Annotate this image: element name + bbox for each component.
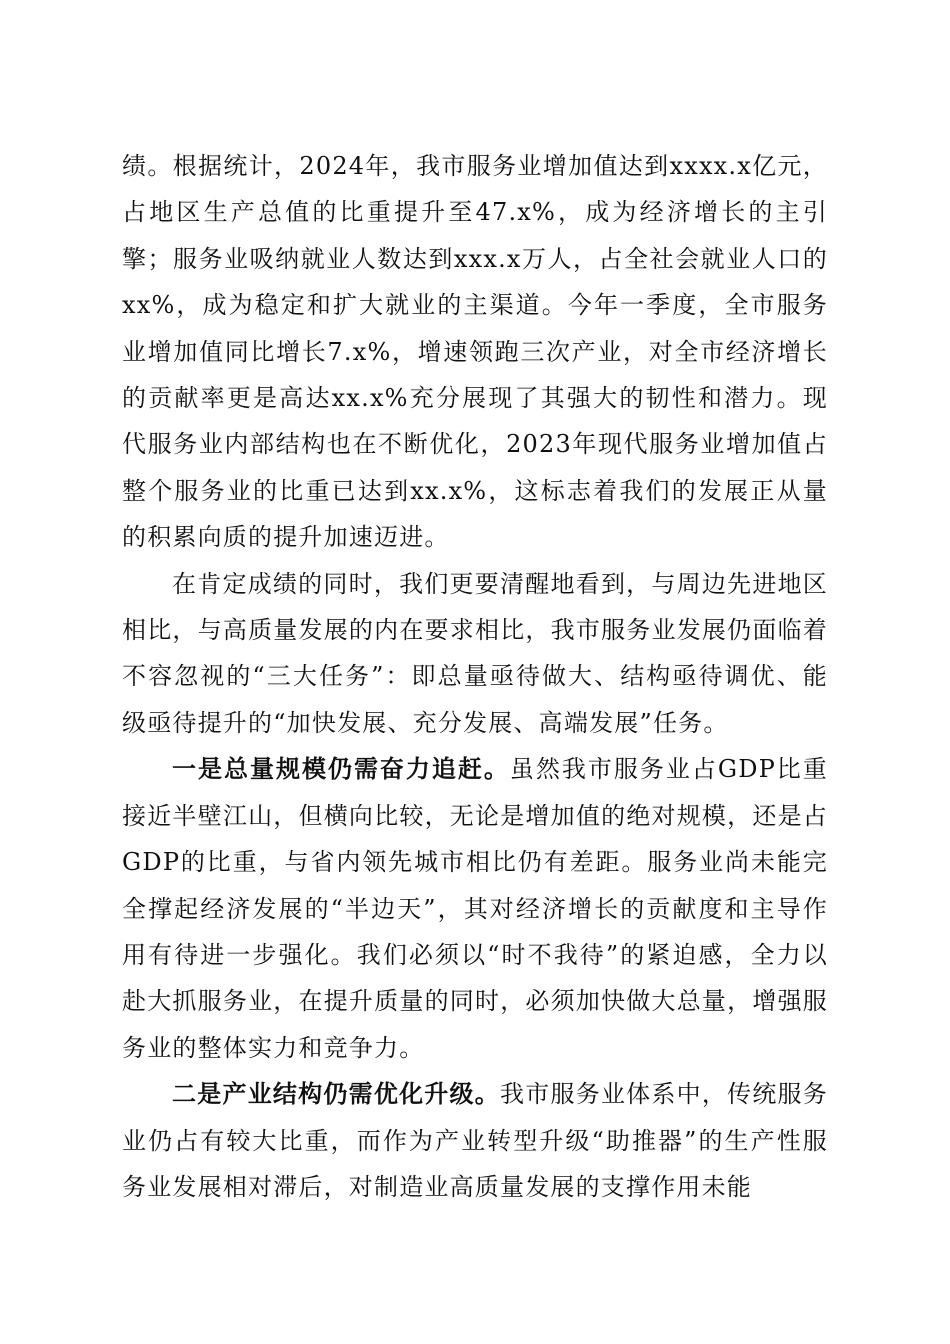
paragraph-continuation (122, 143, 828, 561)
document-page (122, 143, 828, 1210)
paragraph-text: 在肯定成绩的同时，我们更要清醒地看到，与周边先进地区相比，与高质量发展的内在要求相比，我市服务业发展仍面临着不容忽视的“三大任务”：即总量亟待做大、结构亟待调优、能级亟待提升的“加快发展、充分发展、高端发展”任务。 (122, 569, 828, 737)
paragraph-total-scale (122, 746, 828, 1071)
paragraph-text: 我市服务业体系中，传统服务业仍占有较大比重，而作为产业转型升级“助推器”的生产性服务业发展相对滞后，对制造业高质量发展的支撑作用未能 (122, 1080, 828, 1201)
paragraph-lead-heading: 一是总量规模仍需奋力追赶。 (172, 754, 510, 784)
paragraph-challenges (122, 561, 828, 747)
paragraph-text: 虽然我市服务业占GDP比重接近半壁江山，但横向比较，无论是增加值的绝对规模，还是占GDP的比重，与省内领先城市相比仍有差距。服务业尚未能完全撑起经济发展的“半边天”，其对经济增长的贡献度和主导作用有待进一步强化。我们必须以“时不我待”的紧迫感，全力以赴大抓服务业，在提升质量的同时，必须加快做大总量，增强服务业的整体实力和竞争力。 (122, 755, 828, 1062)
paragraph-industrial-structure (122, 1071, 828, 1210)
paragraph-lead-heading: 二是产业结构仍需优化升级。 (172, 1079, 501, 1109)
paragraph-text: 绩。根据统计，2024年，我市服务业增加值达到xxxx.x亿元，占地区生产总值的比重提升至47.x%，成为经济增长的主引擎；服务业吸纳就业人数达到xxx.x万人，占全社会就业人口的xx%，成为稳定和扩大就业的主渠道。今年一季度，全市服务业增加值同比增长7.x%，增速领跑三次产业，对全市经济增长的贡献率更是高达xx.x%充分展现了其强大的韧性和潜力。现代服务业内部结构也在不断优化，2023年现代服务业增加值占整个服务业的比重已达到xx.x%，这标志着我们的发展正从量的积累向质的提升加速迈进。 (122, 152, 828, 552)
